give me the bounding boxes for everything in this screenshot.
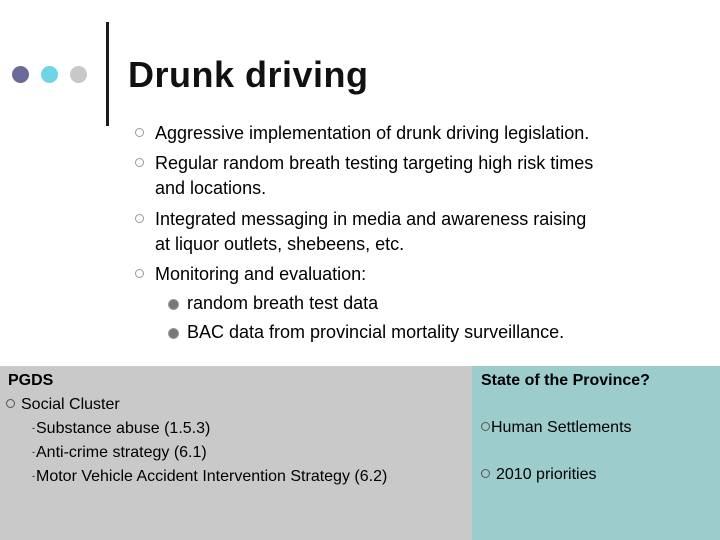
bullet-text: Aggressive implementation of drunk driving legislation. bbox=[155, 123, 590, 143]
pgds-item-text: Anti-crime strategy (6.1) bbox=[36, 444, 207, 461]
ring-bullet-icon bbox=[6, 399, 15, 408]
bullet-item bbox=[155, 262, 366, 287]
dot-bullet-icon bbox=[168, 299, 179, 310]
ring-bullet-icon bbox=[481, 422, 490, 431]
sub-bullet-text: BAC data from provincial mortality surveillance. bbox=[187, 322, 565, 342]
ring-bullet-icon bbox=[135, 269, 144, 278]
ring-bullet-icon bbox=[135, 214, 144, 223]
pgds-list-item: -Substance abuse (1.5.3) bbox=[32, 420, 211, 437]
bullet-text: Integrated messaging in media and awareness raising bbox=[155, 209, 587, 229]
bullet-item bbox=[155, 207, 586, 232]
sub-bullet-item bbox=[187, 320, 564, 345]
ring-bullet-icon bbox=[135, 128, 144, 137]
decorative-dot-gray bbox=[70, 66, 87, 83]
bullet-item-continued bbox=[155, 176, 266, 201]
bullet-text: and locations. bbox=[155, 178, 267, 198]
state-item-text: Human Settlements bbox=[491, 419, 632, 436]
bullet-item-continued bbox=[155, 232, 404, 257]
title-divider bbox=[106, 22, 109, 126]
ring-bullet-icon bbox=[135, 158, 144, 167]
pgds-list-item: -Anti-crime strategy (6.1) bbox=[32, 444, 207, 461]
sub-bullet-item bbox=[187, 291, 378, 316]
slide-title: Drunk driving bbox=[128, 54, 369, 95]
bullet-text: Monitoring and evaluation: bbox=[155, 264, 367, 284]
pgds-list-item: -Motor Vehicle Accident Intervention Strategy (6.2) bbox=[32, 468, 388, 485]
pgds-item-text: Substance abuse (1.5.3) bbox=[36, 420, 211, 437]
sub-bullet-text: random breath test data bbox=[187, 293, 379, 313]
dot-bullet-icon bbox=[168, 328, 179, 339]
state-list-item bbox=[481, 466, 597, 484]
bullet-item bbox=[155, 121, 589, 146]
state-item-text: 2010 priorities bbox=[496, 466, 597, 483]
ring-bullet-icon bbox=[481, 469, 490, 478]
pgds-item-text: Motor Vehicle Accident Intervention Strategy (6.2) bbox=[36, 468, 388, 485]
decorative-dot-purple bbox=[12, 66, 29, 83]
pgds-panel bbox=[0, 366, 472, 540]
state-of-province-panel bbox=[472, 366, 720, 540]
cluster-item bbox=[6, 396, 120, 414]
bullet-text: at liquor outlets, shebeens, etc. bbox=[155, 234, 405, 254]
bullet-item bbox=[155, 151, 593, 176]
state-heading: State of the Province? bbox=[481, 372, 650, 389]
decorative-dot-cyan bbox=[41, 66, 58, 83]
bullet-text: Regular random breath testing targeting high risk times bbox=[155, 153, 594, 173]
cluster-label: Social Cluster bbox=[21, 396, 120, 413]
state-list-item bbox=[481, 419, 632, 437]
pgds-heading: PGDS bbox=[8, 372, 54, 389]
